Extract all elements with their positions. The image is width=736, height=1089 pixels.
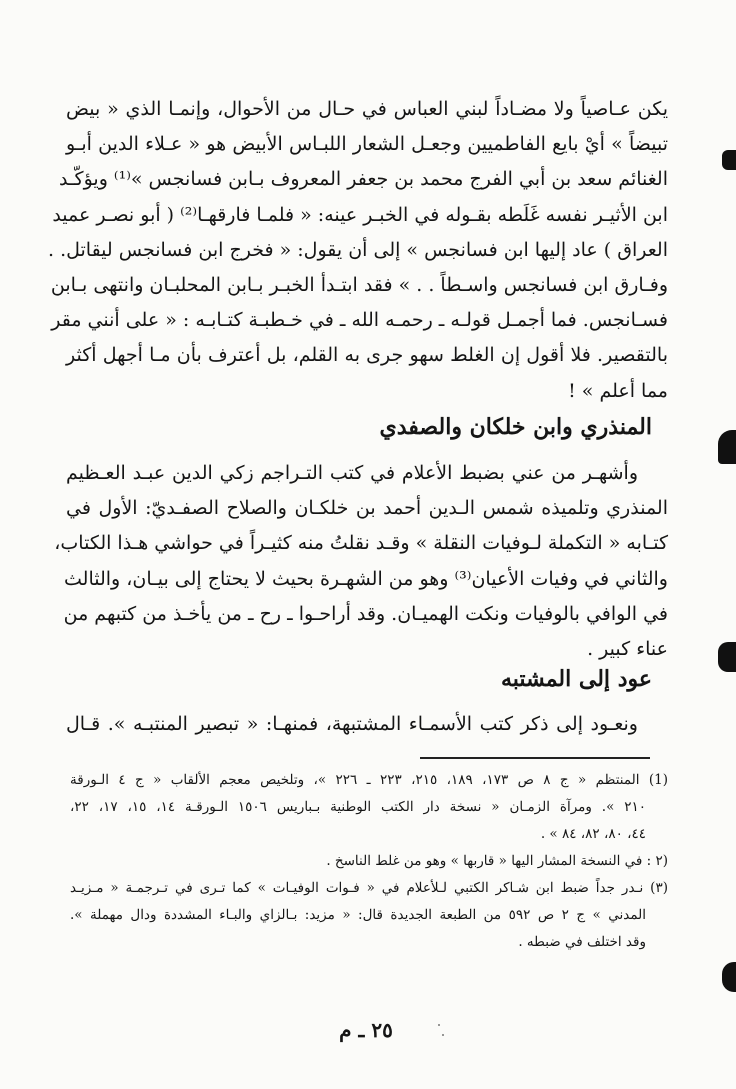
paragraph-2-line: المنذري وتلميذه شمس الـدين أحمد بن خلكـان والصلاح الصفـديّ: الأول في <box>66 497 668 520</box>
scan-edge-mark <box>722 150 736 170</box>
paragraph-2-line: عناء كبير . <box>587 637 668 660</box>
paragraph-2-line: في الوافي بالوفيات ونكت الهميـان. وقد أراحـوا ـ رح ـ من يأخـذ من كتبهم من <box>63 602 668 625</box>
paragraph-2-line: كتـابه « التكملة لـوفيات النقلة » وقـد نقلتُ منه كثيـراً في حواشي هـذا الكتاب، <box>54 532 668 555</box>
paragraph-3-line: ونعـود إلى ذكر كتب الأسمـاء المشتبهة، فمنهـا: « تبصير المنتبـه ». قـال <box>66 713 638 735</box>
footnote-line: (1) المنتظم « ج ٨ ص ١٧٣، ١٨٩، ٢١٥، ٢٢٣ ـ ٢٢٦ »، وتلخيص معجم الألقاب « ج ٤ الـورقة <box>70 772 669 788</box>
paragraph-1-line: تبيضاً » أيْ بايع الفاطميين وجعـل الشعار اللبـاس الأبيض هو « عـلاء الدين أبـو <box>66 133 668 156</box>
footnote-line: ٤٤، ٨٠، ٨٢، ٨٤ » . <box>540 826 646 842</box>
footnote-divider <box>420 757 650 759</box>
footnote-line: (٢ : في النسخة المشار اليها « قاربها » وهو من غلط الناسخ . <box>326 853 668 869</box>
paragraph-2 <box>54 456 668 667</box>
footnote-line: وقد اختلف في ضبطه . <box>518 934 646 950</box>
scan-edge-mark <box>718 642 736 672</box>
paragraph-1-line: العراق ) عاد إليها ابن فسانجس » إلى أن يقول: « فخرج ابن فسانجس ليقاتل. . <box>47 238 668 261</box>
paragraph-1 <box>47 92 669 409</box>
paragraph-1-line: بالتقصير. فلا أقول إن الغلط سهو جرى به القلم، بل أعترف بأن مـا أجهل أكثر <box>66 344 669 367</box>
scan-edge-mark <box>718 430 736 464</box>
section-heading-mundhiri: المنذري وابن خلكان والصفدي <box>379 414 652 440</box>
paragraph-3 <box>66 707 668 742</box>
paragraph-1-line: ابن الأثيـر نفسه غَلَطه بقـوله في الخبـر عينه: « فلمـا فارقهـا⁽²⁾ ( أبو نصـر عميد <box>52 203 668 226</box>
paragraph-2-line: والثاني في وفيات الأعيان⁽³⁾ وهو من الشهـرة بحيث لا يحتاج إلى بيـان، والثالث <box>64 567 668 590</box>
section-heading-mushtabih: عود إلى المشتبه <box>501 666 652 692</box>
page-number: ٢٥ ـ م <box>339 1018 393 1042</box>
scan-dust <box>438 1024 440 1026</box>
paragraph-1-line: يكن عـاصياً ولا مضـاداً لبني العباس في حـال من الأحوال، وإنمـا الذي « بيض <box>66 98 668 120</box>
scan-edge-mark <box>722 962 736 992</box>
footnote-line: المدني » ج ٢ ص ٥٩٢ من الطبعة الجديدة قال: « مزيد: بـالزاي والبـاء المشددة ودال مهملة ». <box>70 907 646 923</box>
paragraph-1-line: مما أعلم » ! <box>568 379 668 402</box>
scan-dust <box>442 1034 444 1036</box>
paragraph-1-line: الغنائم سعد بن أبي الفرج محمد بن جعفر المعروف بـابن فسانجس »⁽¹⁾ ويؤكّـد <box>59 168 668 191</box>
paragraph-2-line: وأشهـر من عني بضبط الأعلام في كتب التـراجم زكي الدين عبـد العـظيم <box>66 462 638 484</box>
footnotes <box>70 767 668 956</box>
paragraph-1-line: فسـانجس. فما أجمـل قولـه ـ رحمـه الله ـ في خـطبـة كتـابـه : « على أنني مقر <box>51 309 668 332</box>
footnote-line: (٣) نـدر جداً ضبط ابن شـاكر الكتبي لـلأعلام في « فـوات الوفيـات » كما تـرى في تـرجمـة « مـزيـد <box>70 880 668 896</box>
paragraph-1-line: وفـارق ابن فسانجس واسـطاً . . » فقد ابتـدأ الخبـر بـابن المحلبـان وانتهى بـابن <box>50 273 668 296</box>
footnote-line: ٢١٠ ». ومرآة الزمـان « نسخة دار الكتب الوطنية بـباريس ١٥٠٦ الـورقـة ١٤، ١٥، ١٧، ٢٢، <box>70 799 646 815</box>
